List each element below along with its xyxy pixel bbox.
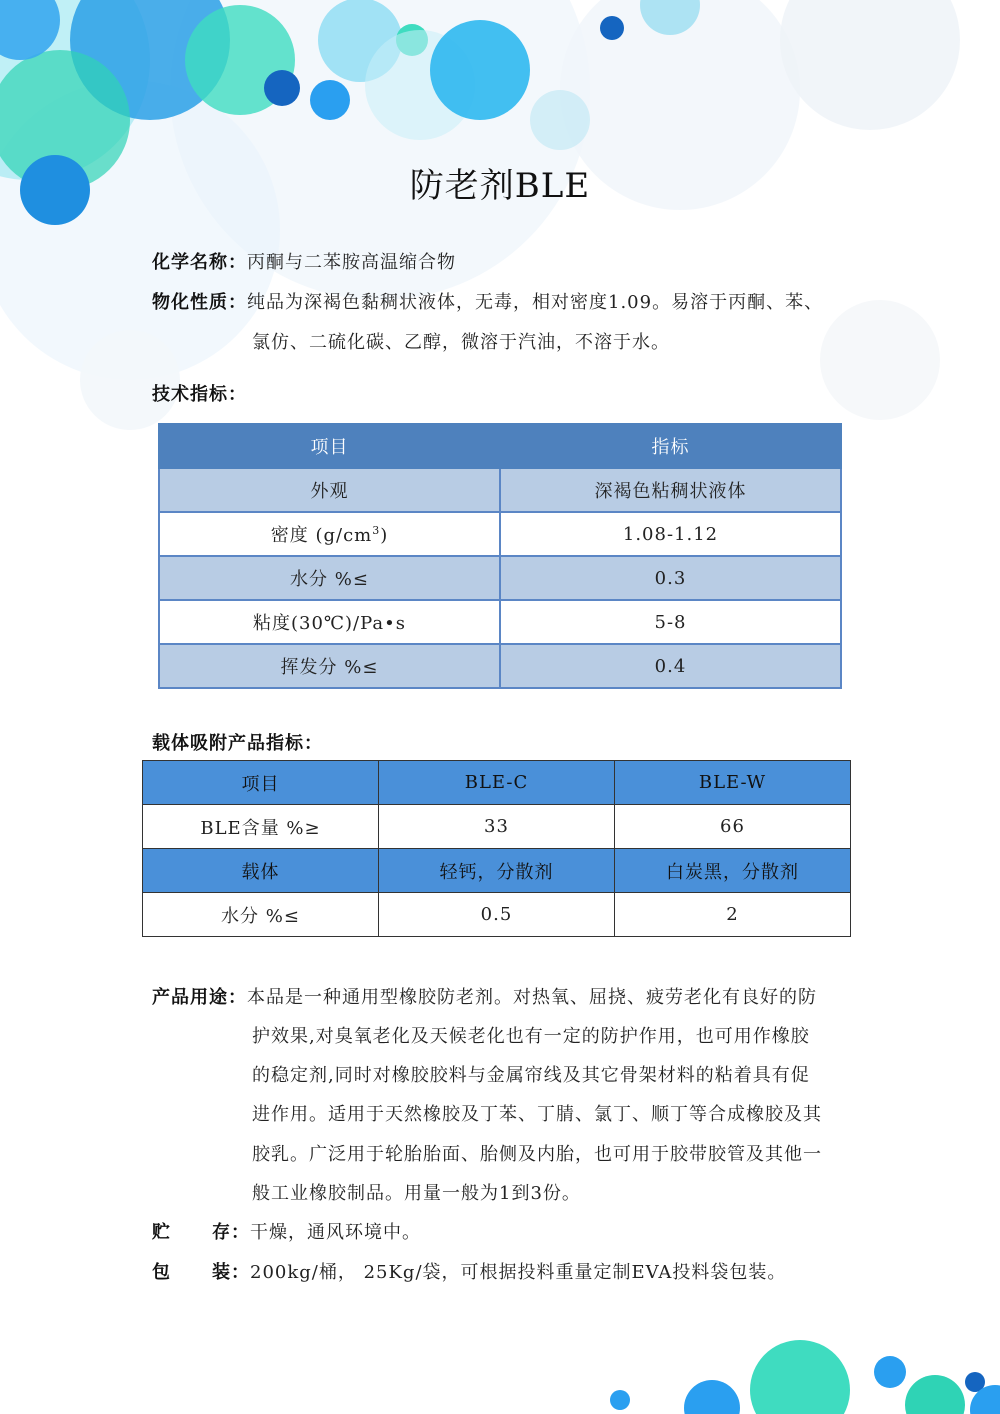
table-row bbox=[159, 600, 841, 644]
packaging-row bbox=[152, 1258, 786, 1284]
storage-value: 干燥，通风环境中。 bbox=[250, 1222, 421, 1243]
density-superscript: 3 bbox=[372, 524, 381, 537]
table-cell-item: 外观 bbox=[159, 468, 500, 512]
carrier-specs-table bbox=[142, 760, 851, 937]
table-cell-value: 深褐色粘稠状液体 bbox=[500, 468, 841, 512]
table-header-cell: BLE-C bbox=[379, 761, 615, 805]
usage-line: 般工业橡胶制品。用量一般为1到3份。 bbox=[252, 1183, 581, 1204]
density-label: 密度 (g/cm bbox=[270, 525, 373, 546]
usage-row bbox=[152, 983, 817, 1009]
chemical-name-row bbox=[152, 248, 456, 274]
table-row bbox=[143, 893, 851, 937]
table-cell: 载体 bbox=[143, 849, 379, 893]
storage-row bbox=[152, 1218, 421, 1244]
chemical-name-value: 丙酮与二苯胺高温缩合物 bbox=[247, 252, 456, 273]
carrier-specs-heading bbox=[152, 729, 323, 755]
table-row bbox=[143, 805, 851, 849]
tech-specs-heading bbox=[152, 380, 247, 406]
properties-line-2: 氯仿、二硫化碳、乙醇，微溶于汽油，不溶于水。 bbox=[252, 332, 670, 353]
table-cell-item: 粘度(30℃)/Pa•s bbox=[159, 600, 500, 644]
table-cell: 33 bbox=[379, 805, 615, 849]
usage-line: 胶乳。广泛用于轮胎胎面、胎侧及内胎，也可用于胶带胶管及其他一 bbox=[252, 1144, 822, 1165]
packaging-value: 200kg/桶， 25Kg/袋，可根据投料重量定制EVA投料袋包装。 bbox=[250, 1262, 787, 1283]
table-cell-item: 挥发分 %≤ bbox=[159, 644, 500, 688]
table-cell-item bbox=[159, 512, 500, 556]
packaging-label-a: 包 bbox=[152, 1262, 171, 1283]
tech-specs-table bbox=[158, 423, 842, 689]
table-cell: 2 bbox=[615, 893, 851, 937]
storage-label-a: 贮 bbox=[152, 1222, 171, 1243]
properties-row bbox=[152, 288, 823, 314]
properties-line-1: 纯品为深褐色黏稠状液体，无毒，相对密度1.09。易溶于丙酮、苯、 bbox=[247, 292, 824, 313]
table-cell: 水分 %≤ bbox=[143, 893, 379, 937]
storage-label-b: 存： bbox=[212, 1222, 250, 1243]
table-cell: 0.5 bbox=[379, 893, 615, 937]
table-cell: 轻钙，分散剂 bbox=[379, 849, 615, 893]
carrier-specs-label: 载体吸附产品指标： bbox=[152, 733, 323, 754]
table-cell: BLE含量 %≥ bbox=[143, 805, 379, 849]
table-cell: 白炭黑，分散剂 bbox=[615, 849, 851, 893]
tech-specs-label: 技术指标： bbox=[152, 384, 247, 405]
table-cell-value: 5-8 bbox=[500, 600, 841, 644]
table-cell: 66 bbox=[615, 805, 851, 849]
table-cell-value: 0.3 bbox=[500, 556, 841, 600]
usage-line: 护效果,对臭氧老化及天候老化也有一定的防护作用，也可用作橡胶 bbox=[252, 1026, 810, 1047]
table-header-cell: 项目 bbox=[159, 424, 500, 468]
table-header-cell: 指标 bbox=[500, 424, 841, 468]
table-header-row bbox=[159, 424, 841, 468]
table-row bbox=[159, 512, 841, 556]
table-cell-value: 0.4 bbox=[500, 644, 841, 688]
table-header-cell: 项目 bbox=[143, 761, 379, 805]
document-title: 防老剂BLE bbox=[409, 166, 591, 206]
density-label-end: ) bbox=[380, 525, 389, 546]
table-header-cell: BLE-W bbox=[615, 761, 851, 805]
usage-label: 产品用途： bbox=[152, 987, 247, 1008]
table-row bbox=[159, 556, 841, 600]
table-row bbox=[143, 849, 851, 893]
usage-line: 的稳定剂,同时对橡胶胶料与金属帘线及其它骨架材料的粘着具有促 bbox=[252, 1065, 810, 1086]
table-cell-item: 水分 %≤ bbox=[159, 556, 500, 600]
properties-label: 物化性质： bbox=[152, 292, 247, 313]
table-cell-value: 1.08-1.12 bbox=[500, 512, 841, 556]
table-row bbox=[159, 468, 841, 512]
chemical-name-label: 化学名称： bbox=[152, 252, 247, 273]
table-header-row bbox=[143, 761, 851, 805]
table-row bbox=[159, 644, 841, 688]
usage-line: 本品是一种通用型橡胶防老剂。对热氧、屈挠、疲劳老化有良好的防 bbox=[247, 987, 817, 1008]
usage-line: 进作用。适用于天然橡胶及丁苯、丁腈、氯丁、顺丁等合成橡胶及其 bbox=[252, 1104, 822, 1125]
packaging-label-b: 装： bbox=[212, 1262, 250, 1283]
